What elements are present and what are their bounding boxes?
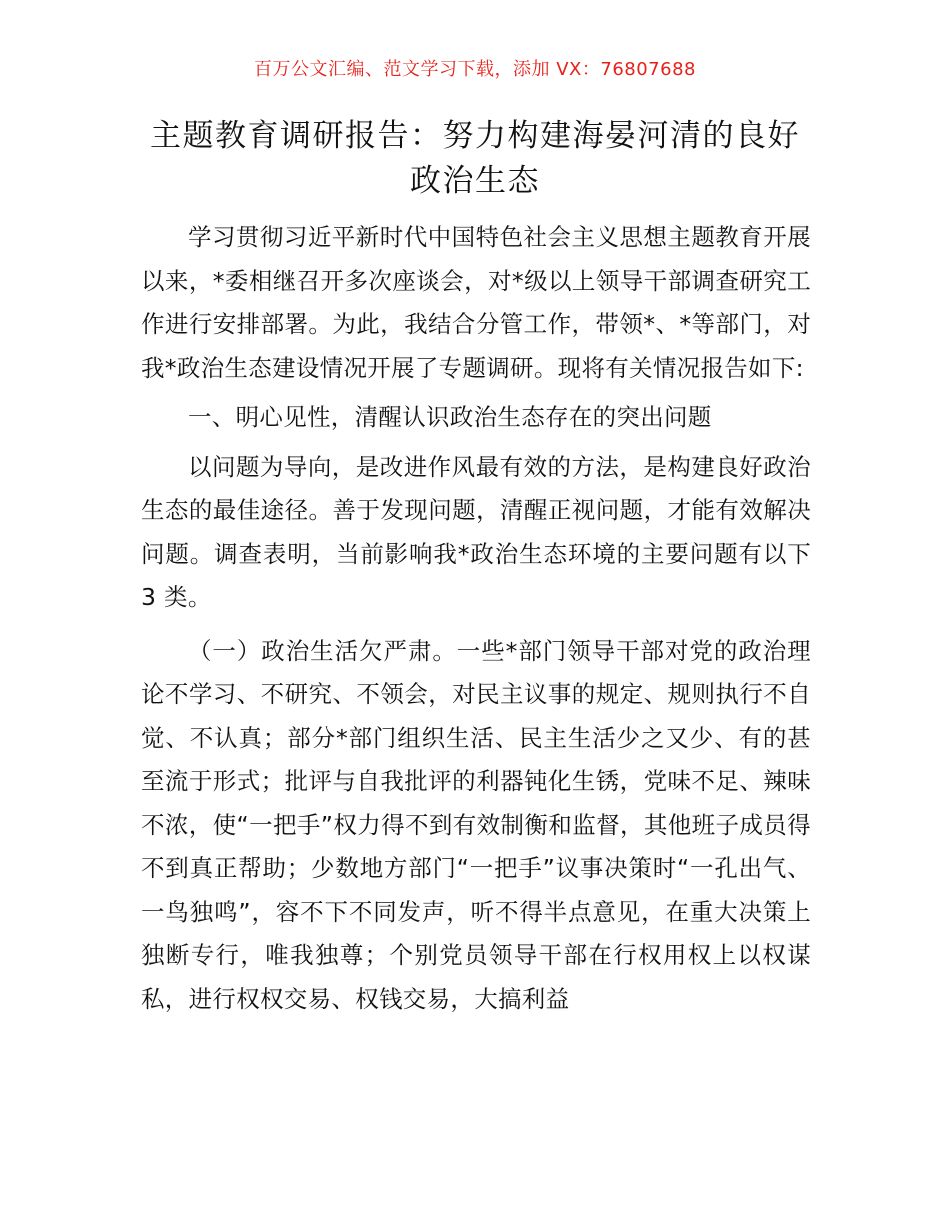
section-1-heading: 一、明心见性，清醒认识政治生态存在的突出问题 [188, 403, 712, 431]
intro-paragraph: 学习贯彻习近平新时代中国特色社会主义思想主题教育开展以来，*委相继召开多次座谈会，对*级以上领导干部调查研究工作进行安排部署。为此，我结合分管工作，带领*、*等部门，对我*政治生态建设情况开展了专题调研。现将有关情况报告如下: [141, 223, 811, 382]
document-body [141, 216, 811, 1021]
section-1-paragraph: 以问题为导向，是改进作风最有效的方法，是构建良好政治生态的最佳途径。善于发现问题，清醒正视问题，才能有效解决问题。调查表明，当前影响我*政治生态环境的主要问题有以下 3 类。 [141, 452, 811, 611]
document-title [120, 114, 830, 204]
title-line-2: 政治生态 [410, 163, 540, 199]
title-line-1: 主题教育调研报告：努力构建海晏河清的良好 [150, 118, 800, 154]
watermark-header: 百万公文汇编、范文学习下载，添加 VX：76807688 [254, 59, 696, 80]
subsection-1-paragraph: （一）政治生活欠严肃。一些*部门领导干部对党的政治理论不学习、不研究、不领会，对民主议事的规定、规则执行不自觉、不认真；部分*部门组织生活、民主生活少之又少、有的甚至流于形式；批评与自我批评的利器钝化生锈，党味不足、辣味不浓，使“一把手”权力得不到有效制衡和监督，其他班子成员得不到真正帮助；少数地方部门“一把手”议事决策时“一孔出气、一鸟独鸣”，容不下不同发声，听不得半点意见，在重大决策上独断专行，唯我独尊；个别党员领导干部在行权用权上以权谋私，进行权权交易、权钱交易，大搞利益 [141, 636, 811, 1013]
